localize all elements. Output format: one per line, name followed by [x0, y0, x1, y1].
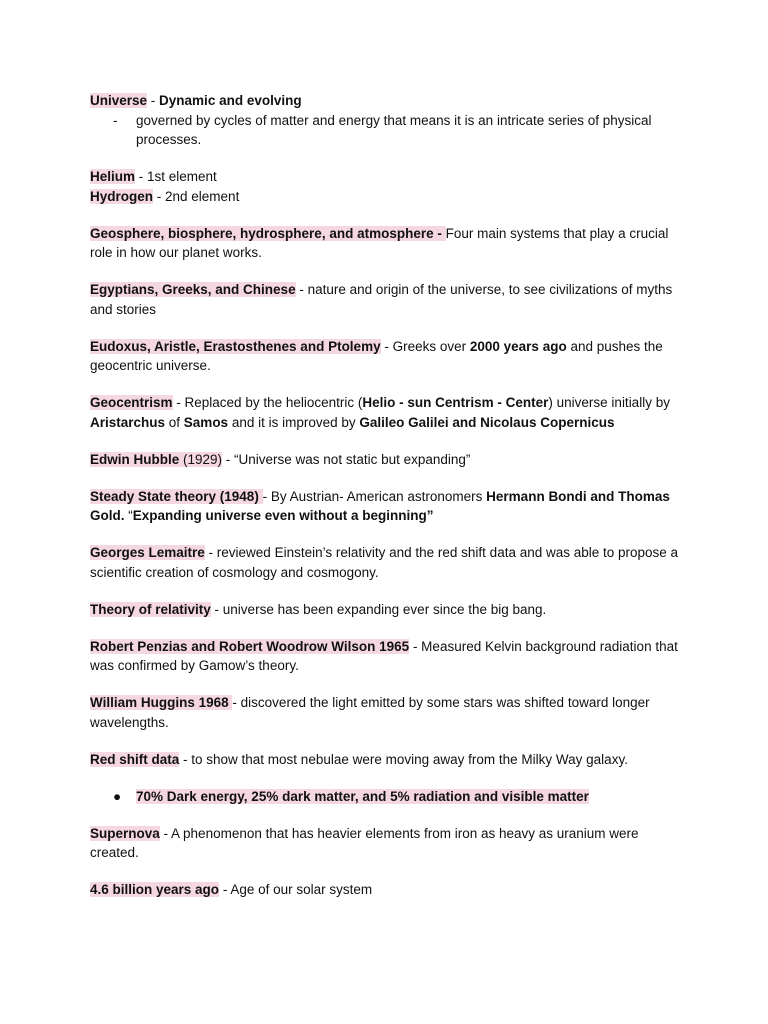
desc-universe: Dynamic and evolving: [159, 93, 302, 108]
desc-geocentrism-1: - Replaced by the heliocentric (: [172, 395, 363, 410]
desc-relativity: - universe has been expanding ever since the big bang.: [210, 601, 547, 617]
desc-spheres: Four main systems that play a crucial role in how our planet works.: [90, 225, 669, 260]
term-hydrogen: Hydrogen: [90, 188, 154, 204]
desc-steady-2: “: [124, 508, 133, 523]
entry-spheres: [90, 224, 690, 263]
term-huggins: William Huggins 1968: [90, 695, 233, 710]
entry-greeks: [90, 337, 690, 376]
entry-hubble: [90, 450, 690, 470]
text-composition: 70% Dark energy, 25% dark matter, and 5% radiation and visible matter: [136, 788, 589, 804]
desc-civilizations: - nature and origin of the universe, to see civilizations of myths and stories: [90, 282, 673, 317]
term-civilizations: Egyptians, Greeks, and Chinese: [90, 282, 296, 297]
term-redshift: Red shift data: [90, 751, 180, 767]
term-geocentrism: Geocentrism: [90, 395, 173, 410]
term-hubble-year: (1929: [179, 451, 218, 467]
desc-greeks-2: and pushes the geocentric universe.: [90, 338, 663, 373]
term-spheres: Geosphere, biosphere, hydrosphere, and atmosphere: [90, 225, 438, 241]
desc-geocentrism-2: ) universe initially by: [548, 395, 670, 410]
desc-huggins: - discovered the light emitted by some stars was shifted toward longer wavelengths.: [90, 695, 650, 730]
desc-greeks-1: - Greeks over: [380, 338, 470, 354]
bold-steady-1: Hermann Bondi and Thomas Gold.: [90, 488, 670, 523]
entry-geocentrism: [90, 393, 690, 432]
desc-solar: - Age of our solar system: [219, 882, 373, 897]
entry-steady: [90, 487, 690, 526]
bold-geocentrism-4: Galileo Galilei and Nicolaus Copernicus: [359, 414, 615, 430]
term-steady: Steady State theory (1948): [90, 488, 263, 504]
desc-redshift: - to show that most nebulae were moving away from the Milky Way galaxy.: [179, 751, 628, 767]
term-hubble: Edwin Hubble: [90, 451, 180, 467]
entry-hydrogen: [90, 187, 690, 207]
entry-huggins: [90, 693, 690, 732]
term-relativity: Theory of relativity: [90, 601, 211, 617]
desc-supernova: - A phenomenon that has heavier elements from iron as heavy as uranium were created.: [90, 825, 639, 860]
term-solar: 4.6 billion years ago: [90, 882, 220, 897]
entry-universe: [90, 91, 690, 111]
entry-lemaitre: [90, 543, 690, 582]
entry-supernova: [90, 824, 690, 863]
term-helium: Helium: [90, 169, 136, 184]
bullet-dot-icon: ●: [113, 788, 122, 804]
bullet-composition: [90, 787, 690, 807]
term-hubble-close: ): [217, 451, 223, 467]
dash-marker: -: [113, 112, 118, 128]
desc-lemaitre: - reviewed Einstein’s relativity and the red shift data and was able to propose a scientific creation of cosmology and cosmogony.: [90, 545, 679, 580]
document-page: [90, 91, 690, 917]
desc-penzias: - Measured Kelvin background radiation that was confirmed by Gamow’s theory.: [90, 638, 678, 673]
term-penzias: Robert Penzias and Robert Woodrow Wilson 1965: [90, 638, 410, 654]
entry-helium: [90, 167, 690, 187]
separator: -: [437, 225, 446, 241]
entry-solar: [90, 880, 690, 900]
sub-item-universe: [90, 111, 690, 150]
desc-geocentrism-3: of: [165, 414, 184, 430]
bold-greeks-1: 2000 years ago: [469, 338, 567, 354]
term-greeks: Eudoxus, Aristle, Erastosthenes and Ptolemy: [90, 338, 381, 354]
entry-relativity: [90, 600, 690, 620]
desc-geocentrism-4: and it is improved by: [228, 414, 360, 430]
term-lemaitre: Georges Lemaitre: [90, 545, 205, 560]
desc-helium: - 1st element: [135, 169, 217, 184]
bold-geocentrism-2: Aristarchus: [90, 414, 166, 430]
bold-geocentrism-3: Samos: [183, 414, 229, 430]
sub-text-universe: governed by cycles of matter and energy that means it is an intricate series of physical processes.: [136, 112, 652, 147]
separator: -: [147, 93, 160, 108]
term-universe: Universe: [90, 93, 148, 108]
desc-hydrogen: - 2nd element: [153, 188, 240, 204]
entry-penzias: [90, 637, 690, 676]
bold-steady-2: Expanding universe even without a beginning”: [132, 508, 434, 523]
desc-steady-1: - By Austrian- American astronomers: [262, 488, 487, 504]
entry-civilizations: [90, 280, 690, 319]
term-supernova: Supernova: [90, 825, 160, 841]
entry-redshift: [90, 750, 690, 770]
bold-geocentrism-1: Helio - sun Centrism - Center: [362, 395, 549, 410]
desc-hubble: - “Universe was not static but expanding”: [222, 451, 471, 467]
